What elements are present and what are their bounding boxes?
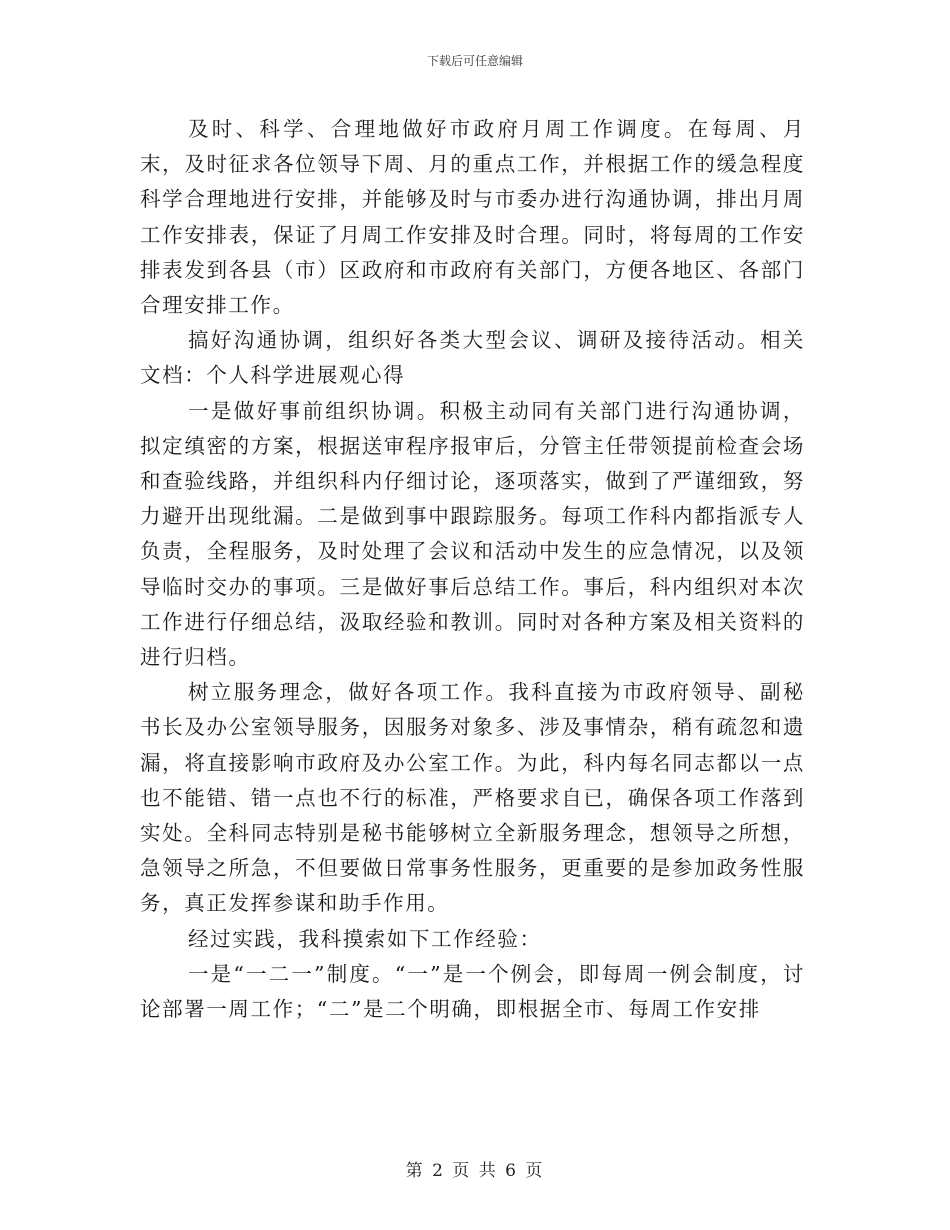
document-body <box>140 112 805 1027</box>
paragraph: 一是做好事前组织协调。积极主动同有关部门进行沟通协调，拟定缜密的方案，根据送审程序报审后，分管主任带领提前检查会场和查验线路，并组织科内仔细讨论，逐项落实，做到了严谨细致，努力避开出现纰漏。二是做到事中跟踪服务。每项工作科内都指派专人负责，全程服务，及时处理了会议和活动中发生的应急情况，以及领导临时交办的事项。三是做好事后总结工作。事后，科内组织对本次工作进行仔细总结，汲取经验和教训。同时对各种方案及相关资料的进行归档。 <box>140 398 805 670</box>
paragraph: 经过实践，我科摸索如下工作经验： <box>188 926 542 951</box>
paragraph: 一是“一二一”制度。“一”是一个例会，即每周一例会制度，讨论部署一周工作；“二”是二个明确，即根据全市、每周工作安排 <box>140 961 805 1022</box>
page-number: 第 2 页 共 6 页 <box>405 1161 545 1181</box>
page-header: 下载后可任意编辑 <box>426 54 523 68</box>
paragraph: 树立服务理念，做好各项工作。我科直接为市政府领导、副秘书长及办公室领导服务，因服务对象多、涉及事情杂，稍有疏忽和遗漏，将直接影响市政府及办公室工作。为此，科内每名同志都以一点也不能错、错一点也不行的标准，严格要求自已，确保各项工作落到实处。全科同志特别是秘书能够树立全新服务理念，想领导之所想，急领导之所急，不但要做日常事务性服务，更重要的是参加政务性服务，真正发挥参谋和助手作用。 <box>140 680 805 916</box>
paragraph: 及时、科学、合理地做好市政府月周工作调度。在每周、月末，及时征求各位领导下周、月的重点工作，并根据工作的缓急程度科学合理地进行安排，并能够及时与市委办进行沟通协调，排出月周工作安排表，保证了月周工作安排及时合理。同时，将每周的工作安排表发到各县（市）区政府和市政府有关部门，方便各地区、各部门合理安排工作。 <box>140 117 805 318</box>
paragraph: 搞好沟通协调，组织好各类大型会议、调研及接待活动。相关文档：个人科学进展观心得 <box>140 328 805 388</box>
